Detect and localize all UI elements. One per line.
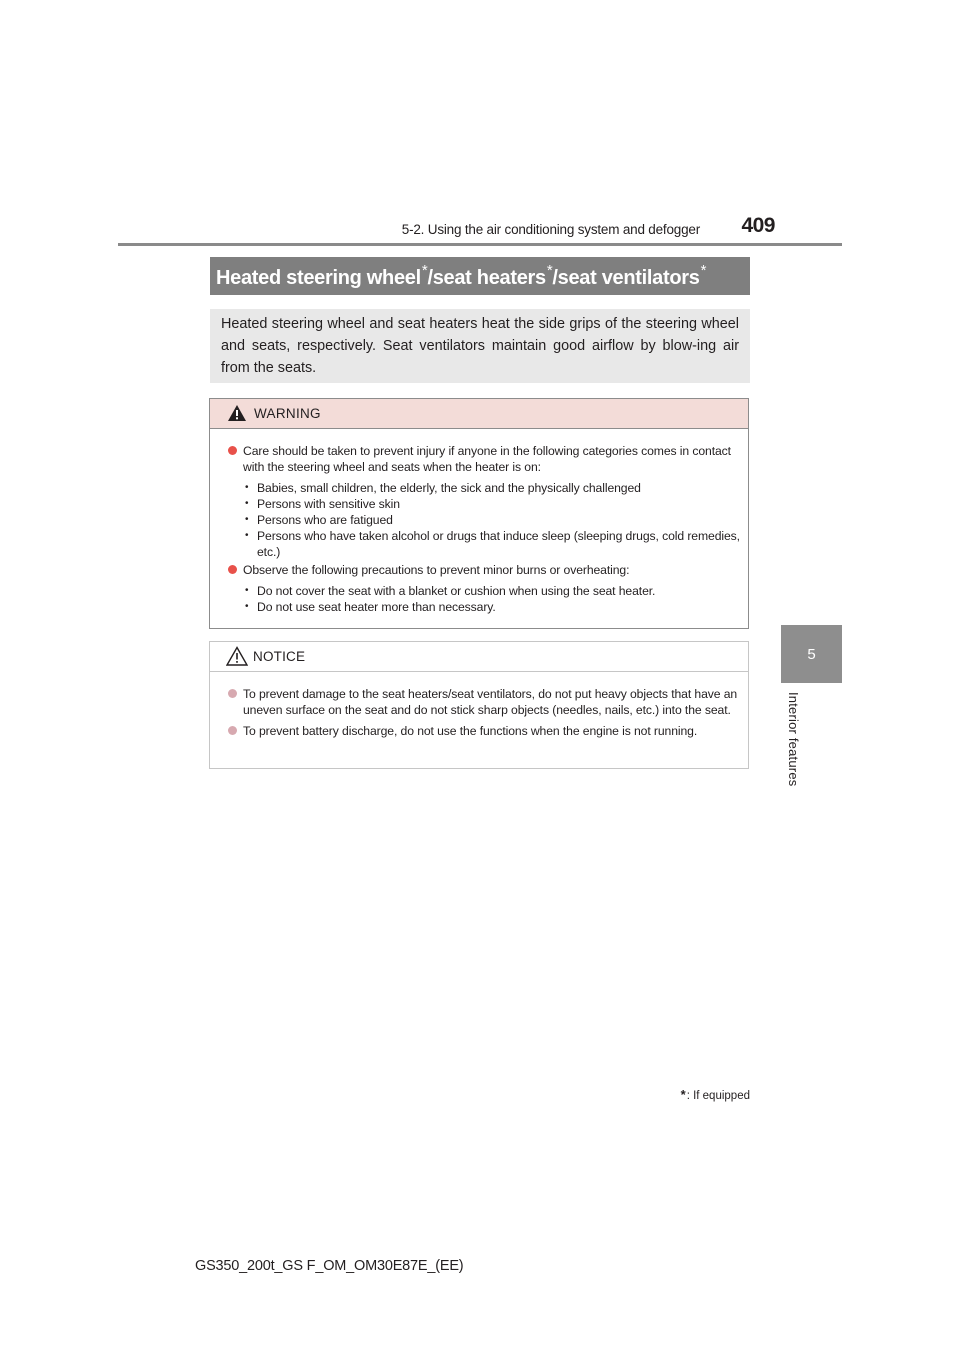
notice-box — [209, 641, 749, 769]
footnote — [560, 1087, 750, 1102]
warning-triangle-icon — [227, 404, 247, 427]
list-item — [227, 686, 743, 718]
section-title — [216, 262, 706, 290]
sub-list — [243, 583, 743, 615]
sub-list-item: • Persons who are fatigued — [243, 512, 743, 528]
bullet-dot — [228, 726, 237, 735]
warning-label: WARNING — [254, 406, 321, 421]
sub-list-item: • Persons with sensitive skin — [243, 496, 743, 512]
warning-box — [209, 398, 749, 629]
list-item — [227, 443, 743, 560]
intro-paragraph: Heated steering wheel and seat heaters heat the side grips of the steering wheel and seats, respectively. Seat ventilators maintain good airflow by blow-ing air from the seats. — [210, 309, 750, 383]
notice-item-text: To prevent battery discharge, do not use the functions when the engine is not running. — [243, 724, 698, 738]
sub-list-item: • Babies, small children, the elderly, the sick and the physically challenged — [243, 480, 743, 496]
footnote-text: : If equipped — [686, 1090, 750, 1102]
sub-list-item: • Persons who have taken alcohol or drugs that induce sleep (sleeping drugs, cold remedies, etc.) — [243, 528, 743, 560]
sub-list-item: • Do not cover the seat with a blanket or cushion when using the seat heater. — [243, 583, 743, 599]
notice-label: NOTICE — [253, 649, 306, 664]
running-header-section: 5-2. Using the air conditioning system and defogger — [401, 222, 700, 237]
list-item — [227, 562, 743, 615]
bullet-dot — [228, 565, 237, 574]
chapter-tab — [781, 625, 842, 683]
sub-list — [243, 480, 743, 560]
section-title-bar — [210, 257, 750, 295]
title-part-steering: Heated steering wheel — [216, 267, 421, 289]
warning-item-text: Care should be taken to prevent injury if anyone in the following categories comes in contact with the steering wheel and seats when the heater is on: — [243, 444, 731, 474]
sub-list-item: • Do not use seat heater more than necessary. — [243, 599, 743, 615]
page-number: 409 — [741, 214, 775, 237]
equipped-marker: * — [700, 262, 707, 279]
bullet-dot — [228, 689, 237, 698]
chapter-number: 5 — [807, 645, 816, 663]
footnote-marker: * — [680, 1087, 686, 1102]
equipped-marker: * — [546, 262, 553, 279]
warning-list — [227, 443, 743, 615]
bullet-dot — [228, 446, 237, 455]
notice-list — [227, 686, 743, 739]
notice-header — [210, 642, 748, 672]
document-id: GS350_200t_GS F_OM_OM30E87E_(EE) — [195, 1258, 464, 1274]
list-item — [227, 723, 743, 739]
header-rule — [118, 243, 842, 246]
equipped-marker: * — [421, 262, 428, 279]
title-part-heaters: /seat heaters — [427, 267, 546, 289]
notice-item-text: To prevent damage to the seat heaters/seat ventilators, do not put heavy objects that have an uneven surface on the seat and do not stick sharp objects (needles, nails, etc.) into the seat. — [243, 687, 738, 717]
title-part-ventilators: /seat ventilators — [552, 267, 700, 289]
notice-triangle-icon — [226, 646, 248, 671]
warning-header — [210, 399, 748, 429]
chapter-title: Interior features — [786, 692, 801, 787]
warning-item-text: Observe the following precautions to prevent minor burns or overheating: — [243, 563, 630, 577]
